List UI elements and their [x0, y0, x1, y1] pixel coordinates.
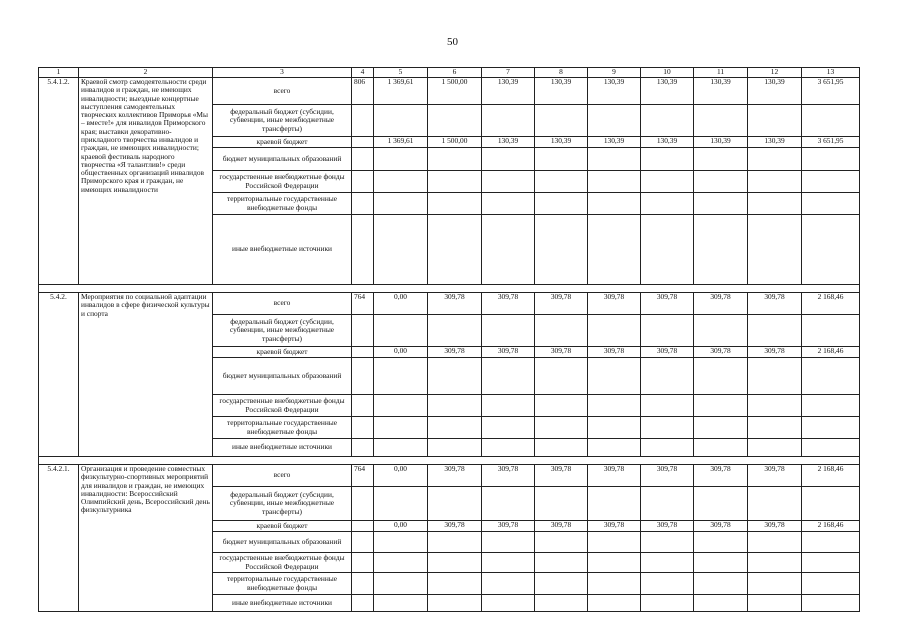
amount-cell: 309,78: [482, 521, 535, 532]
amount-cell: [428, 215, 482, 285]
amount-cell: [694, 193, 748, 215]
grbs-code: [352, 215, 374, 285]
amount-cell: [535, 171, 588, 193]
amount-cell: [748, 148, 802, 171]
amount-cell: [694, 105, 748, 137]
funding-source: федеральный бюджет (субсидии, субвенции, иные межбюджетные трансферты): [213, 315, 352, 347]
amount-cell: [748, 358, 802, 395]
column-header: 6: [428, 68, 482, 78]
funding-source: государственные внебюджетные фонды Российской Федерации: [213, 171, 352, 193]
amount-cell: [428, 553, 482, 573]
amount-cell: 3 651,95: [802, 137, 860, 148]
amount-cell: [428, 105, 482, 137]
amount-cell: 309,78: [428, 521, 482, 532]
grbs-code: [352, 315, 374, 347]
amount-cell: [802, 105, 860, 137]
grbs-code: [352, 573, 374, 595]
amount-cell: [694, 315, 748, 347]
budget-table: [38, 67, 860, 612]
funding-source: территориальные государственные внебюджетные фонды: [213, 193, 352, 215]
amount-cell: [588, 553, 641, 573]
section-separator: [39, 457, 860, 465]
funding-source: всего: [213, 293, 352, 315]
column-header: 12: [748, 68, 802, 78]
grbs-code: [352, 193, 374, 215]
amount-cell: 130,39: [535, 78, 588, 105]
amount-cell: [588, 532, 641, 553]
amount-cell: [802, 532, 860, 553]
amount-cell: [588, 573, 641, 595]
amount-cell: [482, 532, 535, 553]
amount-cell: [802, 573, 860, 595]
amount-cell: [802, 439, 860, 457]
amount-cell: [374, 105, 428, 137]
amount-cell: [428, 573, 482, 595]
separator-cell: [39, 285, 860, 293]
amount-cell: 0,00: [374, 293, 428, 315]
amount-cell: 309,78: [482, 465, 535, 487]
funding-source: иные внебюджетные источники: [213, 439, 352, 457]
amount-cell: [641, 148, 694, 171]
amount-cell: [694, 215, 748, 285]
amount-cell: [694, 573, 748, 595]
amount-cell: [694, 417, 748, 439]
amount-cell: [694, 595, 748, 612]
amount-cell: 309,78: [428, 465, 482, 487]
amount-cell: [641, 105, 694, 137]
funding-source: краевой бюджет: [213, 347, 352, 358]
amount-cell: [641, 193, 694, 215]
funding-source: всего: [213, 78, 352, 105]
amount-cell: [748, 417, 802, 439]
amount-cell: [694, 148, 748, 171]
amount-cell: [535, 215, 588, 285]
column-header: 10: [641, 68, 694, 78]
amount-cell: 1 369,61: [374, 137, 428, 148]
amount-cell: [374, 532, 428, 553]
grbs-code: [352, 439, 374, 457]
funding-source: бюджет муниципальных образований: [213, 532, 352, 553]
amount-cell: 130,39: [748, 78, 802, 105]
amount-cell: 309,78: [535, 465, 588, 487]
amount-cell: [641, 417, 694, 439]
amount-cell: [641, 171, 694, 193]
column-header: 13: [802, 68, 860, 78]
amount-cell: [535, 105, 588, 137]
amount-cell: 309,78: [641, 521, 694, 532]
column-header: 8: [535, 68, 588, 78]
amount-cell: [748, 439, 802, 457]
amount-cell: 309,78: [535, 521, 588, 532]
amount-cell: [535, 532, 588, 553]
amount-cell: [588, 105, 641, 137]
amount-cell: 309,78: [641, 293, 694, 315]
amount-cell: [802, 395, 860, 417]
amount-cell: [428, 315, 482, 347]
amount-cell: 309,78: [588, 347, 641, 358]
amount-cell: [748, 573, 802, 595]
amount-cell: 2 168,46: [802, 347, 860, 358]
amount-cell: 309,78: [588, 465, 641, 487]
amount-cell: [802, 171, 860, 193]
amount-cell: [802, 215, 860, 285]
grbs-code: [352, 347, 374, 358]
item-code: 5.4.2.1.: [39, 465, 79, 612]
amount-cell: 309,78: [748, 347, 802, 358]
grbs-code: [352, 137, 374, 148]
grbs-code: [352, 532, 374, 553]
column-header: 3: [213, 68, 352, 78]
amount-cell: [535, 487, 588, 521]
table-body: [39, 68, 860, 612]
amount-cell: [802, 148, 860, 171]
item-name: Мероприятия по социальной адаптации инвалидов в сфере физической культуры и спорта: [79, 293, 213, 457]
amount-cell: [535, 573, 588, 595]
amount-cell: [374, 417, 428, 439]
amount-cell: [802, 553, 860, 573]
amount-cell: [694, 171, 748, 193]
amount-cell: 0,00: [374, 347, 428, 358]
funding-source: бюджет муниципальных образований: [213, 358, 352, 395]
amount-cell: [802, 417, 860, 439]
grbs-code: 764: [352, 465, 374, 487]
amount-cell: [694, 532, 748, 553]
amount-cell: 2 168,46: [802, 465, 860, 487]
amount-cell: [482, 487, 535, 521]
amount-cell: [588, 358, 641, 395]
amount-cell: [482, 439, 535, 457]
amount-cell: [374, 573, 428, 595]
separator-cell: [39, 457, 860, 465]
grbs-code: [352, 553, 374, 573]
funding-source: государственные внебюджетные фонды Российской Федерации: [213, 553, 352, 573]
funding-source: территориальные государственные внебюджетные фонды: [213, 573, 352, 595]
amount-cell: 309,78: [641, 465, 694, 487]
amount-cell: 309,78: [694, 521, 748, 532]
amount-cell: [482, 193, 535, 215]
amount-cell: [588, 148, 641, 171]
amount-cell: [428, 148, 482, 171]
amount-cell: [641, 487, 694, 521]
amount-cell: [588, 395, 641, 417]
amount-cell: [374, 553, 428, 573]
amount-cell: [428, 358, 482, 395]
amount-cell: [802, 358, 860, 395]
amount-cell: [482, 395, 535, 417]
amount-cell: [428, 532, 482, 553]
amount-cell: 309,78: [694, 465, 748, 487]
column-header: 11: [694, 68, 748, 78]
amount-cell: [641, 553, 694, 573]
funding-source: федеральный бюджет (субсидии, субвенции, иные межбюджетные трансферты): [213, 487, 352, 521]
amount-cell: 2 168,46: [802, 293, 860, 315]
item-code: 5.4.1.2.: [39, 78, 79, 285]
grbs-code: [352, 148, 374, 171]
amount-cell: [641, 439, 694, 457]
column-header: 1: [39, 68, 79, 78]
amount-cell: [374, 193, 428, 215]
item-name: Краевой смотр самодеятельности среди инвалидов и граждан, не имеющих инвалидности; выездные концертные выступления самодеятельных творческих коллективов Приморья «Мы – вместе!» для инвалидов Приморского края; выставки декоративно-прикладного творчества инвалидов и граждан, не имеющих инвалидности; краевой фестиваль народного творчества «Я талантлив!» среди общественных организаций инвалидов Приморского края и граждан, не имеющих инвалидности: [79, 78, 213, 285]
grbs-code: [352, 521, 374, 532]
amount-cell: [535, 358, 588, 395]
amount-cell: [748, 532, 802, 553]
amount-cell: [374, 439, 428, 457]
amount-cell: 309,78: [588, 521, 641, 532]
amount-cell: 1 500,00: [428, 137, 482, 148]
amount-cell: 130,39: [482, 137, 535, 148]
amount-cell: [588, 487, 641, 521]
amount-cell: [588, 171, 641, 193]
column-number-row: [39, 68, 860, 78]
amount-cell: 0,00: [374, 465, 428, 487]
amount-cell: [748, 595, 802, 612]
table-row: [39, 293, 860, 315]
grbs-code: [352, 105, 374, 137]
funding-source: федеральный бюджет (субсидии, субвенции, иные межбюджетные трансферты): [213, 105, 352, 137]
amount-cell: [641, 358, 694, 395]
amount-cell: [482, 573, 535, 595]
amount-cell: [482, 417, 535, 439]
amount-cell: [748, 315, 802, 347]
amount-cell: [374, 487, 428, 521]
amount-cell: [588, 315, 641, 347]
amount-cell: [428, 439, 482, 457]
amount-cell: [588, 595, 641, 612]
grbs-code: [352, 487, 374, 521]
amount-cell: [748, 105, 802, 137]
amount-cell: 309,78: [428, 293, 482, 315]
amount-cell: [748, 553, 802, 573]
amount-cell: [374, 395, 428, 417]
amount-cell: 130,39: [641, 78, 694, 105]
amount-cell: [641, 573, 694, 595]
amount-cell: 309,78: [748, 521, 802, 532]
amount-cell: [802, 595, 860, 612]
amount-cell: 130,39: [482, 78, 535, 105]
amount-cell: 309,78: [588, 293, 641, 315]
column-header: 4: [352, 68, 374, 78]
grbs-code: 806: [352, 78, 374, 105]
amount-cell: [482, 553, 535, 573]
funding-source: краевой бюджет: [213, 137, 352, 148]
grbs-code: [352, 358, 374, 395]
section-separator: [39, 285, 860, 293]
column-header: 9: [588, 68, 641, 78]
amount-cell: [694, 395, 748, 417]
funding-source: бюджет муниципальных образований: [213, 148, 352, 171]
amount-cell: [535, 193, 588, 215]
amount-cell: 309,78: [535, 347, 588, 358]
amount-cell: [641, 215, 694, 285]
amount-cell: [535, 439, 588, 457]
amount-cell: [641, 315, 694, 347]
amount-cell: [588, 193, 641, 215]
amount-cell: 309,78: [694, 293, 748, 315]
amount-cell: [535, 595, 588, 612]
amount-cell: 309,78: [535, 293, 588, 315]
amount-cell: [748, 487, 802, 521]
funding-source: всего: [213, 465, 352, 487]
amount-cell: 309,78: [641, 347, 694, 358]
amount-cell: [641, 595, 694, 612]
amount-cell: [535, 395, 588, 417]
amount-cell: [374, 358, 428, 395]
amount-cell: [641, 395, 694, 417]
amount-cell: 130,39: [588, 78, 641, 105]
amount-cell: [535, 148, 588, 171]
amount-cell: 309,78: [428, 347, 482, 358]
amount-cell: 0,00: [374, 521, 428, 532]
amount-cell: 309,78: [694, 347, 748, 358]
amount-cell: [428, 595, 482, 612]
amount-cell: [482, 105, 535, 137]
grbs-code: 764: [352, 293, 374, 315]
amount-cell: [694, 358, 748, 395]
amount-cell: [374, 215, 428, 285]
amount-cell: [428, 395, 482, 417]
amount-cell: 309,78: [482, 347, 535, 358]
amount-cell: [535, 417, 588, 439]
amount-cell: [482, 358, 535, 395]
amount-cell: [482, 148, 535, 171]
table-row: [39, 78, 860, 105]
amount-cell: [694, 439, 748, 457]
amount-cell: [748, 171, 802, 193]
amount-cell: [748, 215, 802, 285]
column-header: 5: [374, 68, 428, 78]
amount-cell: [802, 315, 860, 347]
column-header: 2: [79, 68, 213, 78]
item-code: 5.4.2.: [39, 293, 79, 457]
funding-source: иные внебюджетные источники: [213, 595, 352, 612]
amount-cell: 309,78: [748, 465, 802, 487]
amount-cell: [802, 193, 860, 215]
funding-source: территориальные государственные внебюджетные фонды: [213, 417, 352, 439]
amount-cell: [588, 439, 641, 457]
amount-cell: [428, 417, 482, 439]
amount-cell: [428, 193, 482, 215]
grbs-code: [352, 395, 374, 417]
amount-cell: [588, 417, 641, 439]
page-number: 50: [447, 36, 458, 48]
amount-cell: 130,39: [694, 137, 748, 148]
column-header: 7: [482, 68, 535, 78]
amount-cell: 3 651,95: [802, 78, 860, 105]
amount-cell: 2 168,46: [802, 521, 860, 532]
amount-cell: [482, 215, 535, 285]
grbs-code: [352, 417, 374, 439]
item-name: Организация и проведение совместных физкультурно-спортивных мероприятий для инвалидов и граждан, не имеющих инвалидности: Всероссийский Олимпийский день, Всероссийский день физкультурника: [79, 465, 213, 612]
amount-cell: [482, 315, 535, 347]
amount-cell: [694, 553, 748, 573]
amount-cell: [374, 148, 428, 171]
amount-cell: [748, 193, 802, 215]
amount-cell: 130,39: [588, 137, 641, 148]
amount-cell: [428, 171, 482, 193]
amount-cell: [482, 595, 535, 612]
amount-cell: 309,78: [482, 293, 535, 315]
amount-cell: [588, 215, 641, 285]
amount-cell: 130,39: [535, 137, 588, 148]
amount-cell: [802, 487, 860, 521]
amount-cell: 309,78: [748, 293, 802, 315]
amount-cell: [374, 171, 428, 193]
funding-source: государственные внебюджетные фонды Российской Федерации: [213, 395, 352, 417]
grbs-code: [352, 595, 374, 612]
amount-cell: [641, 532, 694, 553]
amount-cell: 130,39: [641, 137, 694, 148]
amount-cell: 130,39: [748, 137, 802, 148]
funding-source: краевой бюджет: [213, 521, 352, 532]
amount-cell: 1 500,00: [428, 78, 482, 105]
amount-cell: [748, 395, 802, 417]
amount-cell: 1 369,61: [374, 78, 428, 105]
amount-cell: [482, 171, 535, 193]
amount-cell: [428, 487, 482, 521]
amount-cell: [535, 315, 588, 347]
amount-cell: [535, 553, 588, 573]
amount-cell: [694, 487, 748, 521]
amount-cell: 130,39: [694, 78, 748, 105]
grbs-code: [352, 171, 374, 193]
amount-cell: [374, 315, 428, 347]
funding-source: иные внебюджетные источники: [213, 215, 352, 285]
amount-cell: [374, 595, 428, 612]
table-row: [39, 465, 860, 487]
